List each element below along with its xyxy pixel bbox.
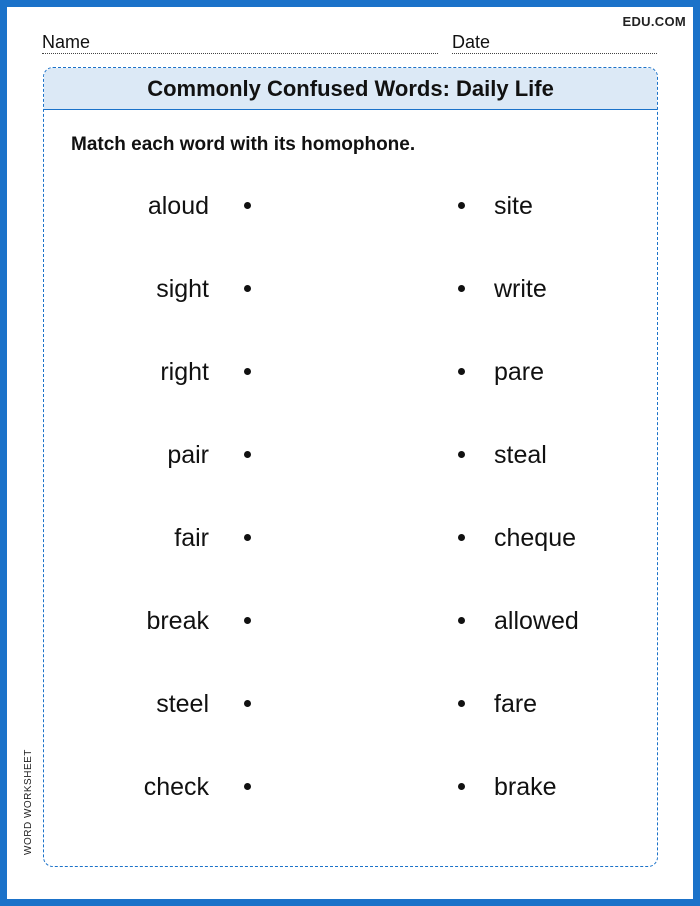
worksheet-title: Commonly Confused Words: Daily Life <box>44 68 657 110</box>
right-dot[interactable] <box>458 534 465 541</box>
right-word: site <box>494 192 533 220</box>
date-field[interactable] <box>452 32 657 54</box>
match-row <box>44 601 658 641</box>
left-word: steel <box>156 690 209 718</box>
date-line <box>452 53 657 54</box>
right-dot[interactable] <box>458 700 465 707</box>
instruction-text: Match each word with its homophone. <box>71 134 416 155</box>
left-word: right <box>160 358 209 386</box>
left-dot[interactable] <box>244 368 251 375</box>
right-word: write <box>494 275 547 303</box>
date-label: Date <box>452 32 491 52</box>
right-word: steal <box>494 441 547 469</box>
left-word: sight <box>156 275 209 303</box>
name-label: Name <box>42 32 91 52</box>
left-dot[interactable] <box>244 202 251 209</box>
right-dot[interactable] <box>458 285 465 292</box>
left-dot[interactable] <box>244 451 251 458</box>
left-dot[interactable] <box>244 285 251 292</box>
match-row <box>44 352 658 392</box>
right-dot[interactable] <box>458 451 465 458</box>
right-dot[interactable] <box>458 202 465 209</box>
name-line <box>42 53 438 54</box>
right-dot[interactable] <box>458 368 465 375</box>
right-word: cheque <box>494 524 577 552</box>
side-label: WORD WORKSHEET <box>23 749 34 855</box>
left-dot[interactable] <box>244 617 251 624</box>
right-word: brake <box>494 773 557 801</box>
right-word: pare <box>494 358 545 386</box>
brand-logo: EDU.COM <box>622 14 686 29</box>
left-dot[interactable] <box>244 700 251 707</box>
match-row <box>44 435 658 475</box>
right-dot[interactable] <box>458 783 465 790</box>
match-row <box>44 269 658 309</box>
left-dot[interactable] <box>244 783 251 790</box>
right-word: allowed <box>494 607 579 635</box>
left-word: check <box>143 773 209 801</box>
match-row <box>44 518 658 558</box>
name-field[interactable] <box>42 32 438 54</box>
right-dot[interactable] <box>458 617 465 624</box>
right-word: fare <box>494 690 538 718</box>
left-word: fair <box>174 524 209 552</box>
match-row <box>44 186 658 226</box>
match-row <box>44 767 658 807</box>
left-dot[interactable] <box>244 534 251 541</box>
worksheet-card <box>43 67 658 867</box>
left-word: aloud <box>147 192 209 220</box>
match-row <box>44 684 658 724</box>
left-word: pair <box>167 441 209 469</box>
left-word: break <box>146 607 209 635</box>
